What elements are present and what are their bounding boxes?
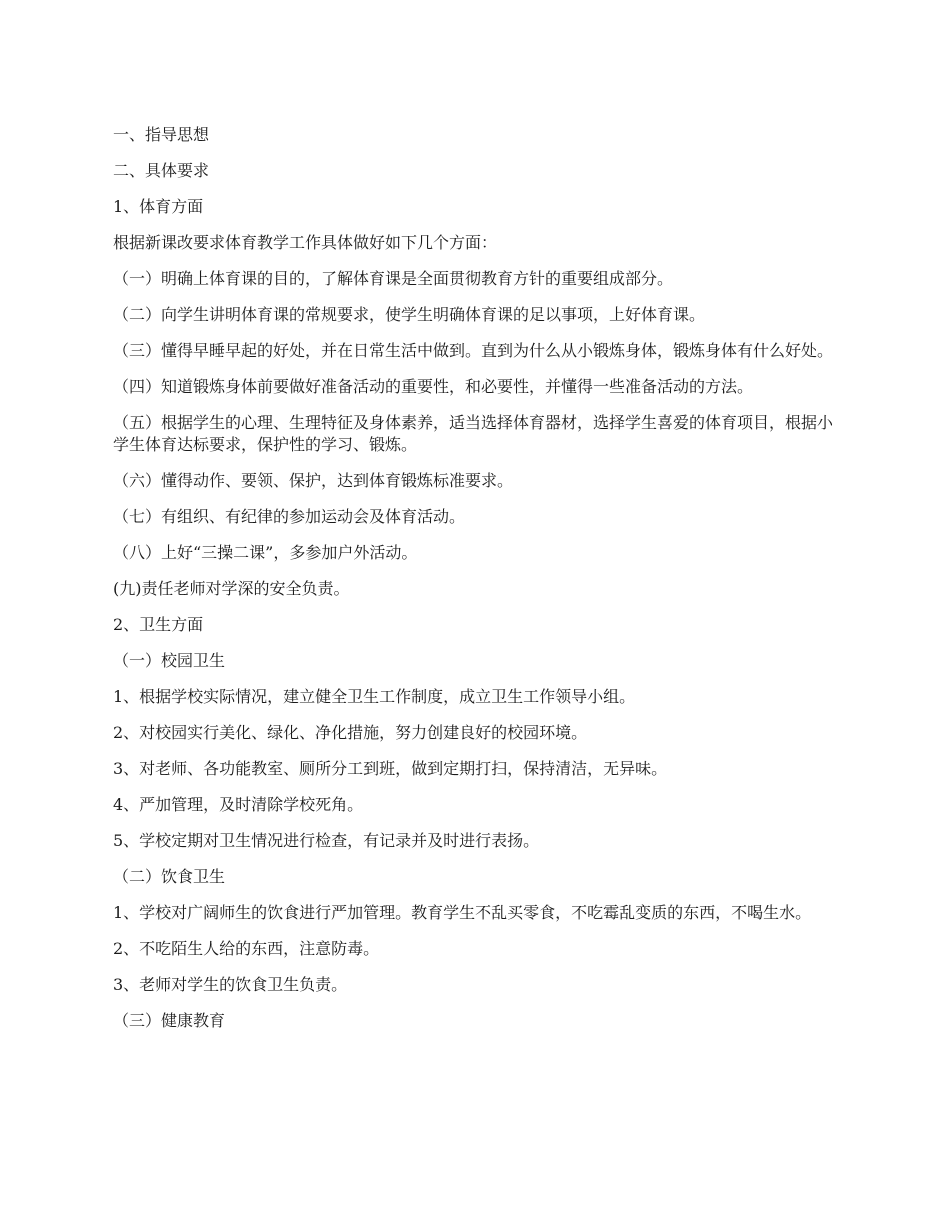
heading-specific-requirements: 二、具体要求 — [113, 161, 210, 180]
subheading-food-hygiene: （二）饮食卫生 — [113, 867, 226, 886]
list-item: 2、对校园实行美化、绿化、净化措施，努力创建良好的校园环境。 — [113, 723, 588, 742]
heading-pe: 1、体育方面 — [113, 197, 204, 216]
list-item: 2、不吃陌生人给的东西，注意防毒。 — [113, 939, 380, 958]
subheading-campus-hygiene: （一）校园卫生 — [113, 651, 226, 670]
list-item: （二）向学生讲明体育课的常规要求，使学生明确体育课的足以事项，上好体育课。 — [113, 305, 706, 324]
list-item: 5、学校定期对卫生情况进行检查，有记录并及时进行表扬。 — [113, 831, 540, 850]
paragraph: 根据新课改要求体育教学工作具体做好如下几个方面： — [113, 233, 498, 252]
subheading-health-education: （三）健康教育 — [113, 1011, 226, 1030]
list-item: 1、学校对广阔师生的饮食进行严加管理。教育学生不乱买零食，不吃霉乱变质的东西，不喝生水。 — [113, 903, 812, 922]
list-item: 3、对老师、各功能教室、厕所分工到班，做到定期打扫，保持清洁，无异味。 — [113, 759, 668, 778]
list-item: （六）懂得动作、要领、保护，达到体育锻炼标准要求。 — [113, 471, 514, 490]
list-item: （七）有组织、有纪律的参加运动会及体育活动。 — [113, 507, 466, 526]
document-body — [113, 124, 843, 1046]
heading-hygiene: 2、卫生方面 — [113, 615, 204, 634]
heading-guiding-ideology: 一、指导思想 — [113, 125, 210, 144]
list-item: （八）上好“三操二课”，多参加户外活动。 — [113, 543, 418, 562]
list-item: 1、根据学校实际情况，建立健全卫生工作制度，成立卫生工作领导小组。 — [113, 687, 636, 706]
list-item: 4、严加管理，及时清除学校死角。 — [113, 795, 364, 814]
list-item: (九)责任老师对学深的安全负责。 — [113, 579, 350, 598]
list-item: 3、老师对学生的饮食卫生负责。 — [113, 975, 348, 994]
list-item: （五）根据学生的心理、生理特征及身体素养，适当选择体育器材，选择学生喜爱的体育项目，根据小学生体育达标要求，保护性的学习、锻炼。 — [113, 413, 834, 454]
list-item: （一）明确上体育课的目的，了解体育课是全面贯彻教育方针的重要组成部分。 — [113, 269, 674, 288]
list-item: （四）知道锻炼身体前要做好准备活动的重要性，和必要性，并懂得一些准备活动的方法。 — [113, 377, 754, 396]
list-item: （三）懂得早睡早起的好处，并在日常生活中做到。直到为什么从小锻炼身体，锻炼身体有什么好处。 — [113, 341, 834, 360]
